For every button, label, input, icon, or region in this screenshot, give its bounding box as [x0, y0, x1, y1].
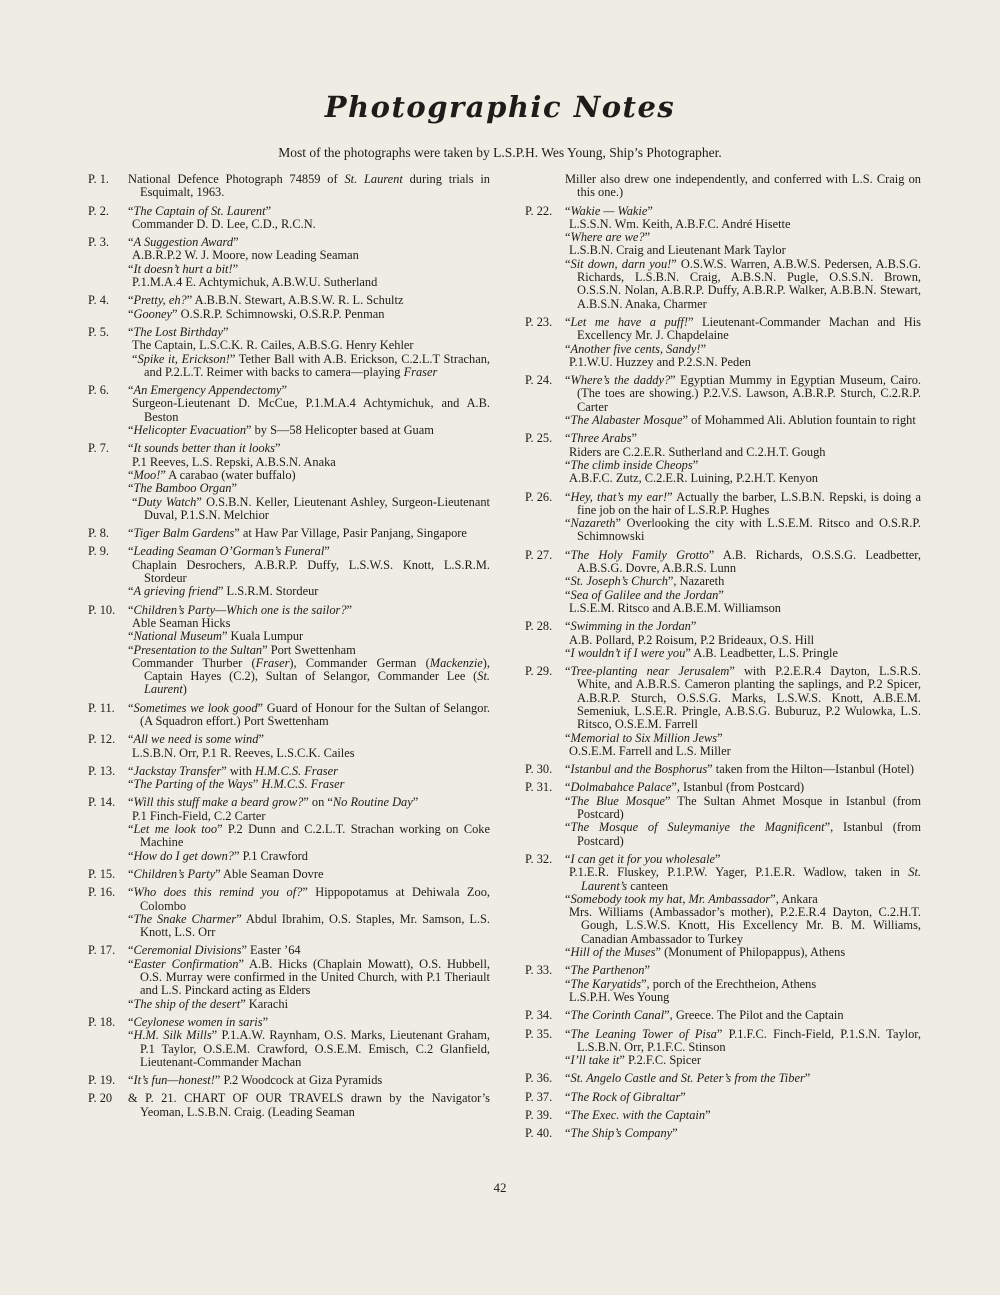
entry-line: Commander Thurber (Fraser), Commander German (Mackenzie), Captain Hayes (C.2), Sultan of Selangor, Commander Lee (St. Laurent) [132, 655, 490, 697]
entry-line: “Presentation to the Sultan” Port Swettenham [128, 642, 356, 657]
entry-line: A.B.F.C. Zutz, C.2.E.R. Luining, P.2.H.T. Kenyon [569, 471, 819, 486]
entry-line: “A Suggestion Award” [128, 235, 239, 250]
entry-body [565, 549, 921, 615]
entry-body [128, 1016, 490, 1069]
entry-number: P. 5. [88, 324, 110, 339]
entry-body [128, 604, 490, 697]
entry-line: “Wakie — Wakie” [565, 203, 653, 218]
entry-number: P. 18. [88, 1014, 116, 1029]
photo-note-entry [525, 964, 921, 1004]
photo-note-entry [88, 1092, 490, 1119]
entry-line: L.S.B.N. Craig and Lieutenant Mark Taylor [569, 243, 786, 258]
entry-line: “Who does this remind you of?” Hippopotamus at Dehiwala Zoo, Colombo [128, 885, 490, 913]
entry-line: “Tree-planting near Jerusalem” with P.2.E.R.4 Dayton, L.S.R.S. White, and A.B.R.S. Cameron planting the saplings, and P.2 Spicer, A.B.R.P. Sturch, O.S.S.G. Marks, L.S.W.S. Knott, A.B.E.M. Semeniuk, L.S.E.R. Pringle, A.B.S.G. Buburuz, P.2 Wulowka, L.S. Ritsco, O.S.E.M. Farrell [565, 664, 921, 732]
entry-body [128, 545, 490, 598]
photo-note-entry [88, 545, 490, 598]
entry-body [128, 702, 490, 729]
entry-number: P. 24. [525, 373, 553, 388]
photo-note-entry [525, 1009, 921, 1022]
entry-body [128, 173, 490, 200]
entry-body [565, 665, 921, 758]
entry-body [128, 527, 490, 540]
entry-line: Surgeon-Lieutenant D. McCue, P.1.M.A.4 Achtymichuk, and A.B. Beston [132, 396, 490, 424]
photo-note-entry [525, 1072, 921, 1085]
photo-note-entry [88, 868, 490, 881]
photo-note-entry [525, 374, 921, 427]
entry-number: P. 35. [525, 1026, 553, 1041]
photo-note-entry [88, 442, 490, 522]
entry-line: “Duty Watch” O.S.B.N. Keller, Lieutenant Ashley, Surgeon-Lieutenant Duval, P.1.S.N. Melchior [132, 494, 490, 522]
entry-number: P. 12. [88, 732, 116, 747]
entry-line: L.S.S.N. Wm. Keith, A.B.F.C. André Hisette [569, 216, 791, 231]
entry-body [128, 384, 490, 437]
entry-number: P. 32. [525, 851, 553, 866]
entry-body [128, 236, 490, 289]
entry-line: P.1.E.R. Fluskey, P.1.P.W. Yager, P.1.E.R. Wadlow, taken in St. Laurent’s canteen [569, 865, 921, 893]
entry-number: P. 33. [525, 963, 553, 978]
entry-body [565, 1127, 921, 1140]
entry-body [128, 868, 490, 881]
entry-line: “I can get it for you wholesale” [565, 851, 721, 866]
intro-text: Most of the photographs were taken by L.S.P.H. Wes Young, Ship’s Photographer. [278, 145, 722, 160]
entry-line: “The Ship’s Company” [565, 1126, 678, 1141]
entry-number: P. 9. [88, 544, 110, 559]
photo-note-entry [525, 1109, 921, 1122]
left-column [88, 173, 490, 1124]
photo-note-entry [88, 294, 490, 321]
entry-line: “An Emergency Appendectomy” [128, 383, 287, 398]
entry-line: “H.M. Silk Mills” P.1.A.W. Raynham, O.S. Marks, Lieutenant Graham, P.1 Taylor, O.S.E.M. Crawford, O.S.E.M. Emisch, C.2 Glanfield, Lieutenant-Commander Machan [128, 1028, 491, 1069]
entry-line: “Three Arabs” [565, 431, 637, 446]
photo-note-entry [88, 205, 490, 232]
entry-line: “Where are we?” [565, 230, 651, 245]
entry-line: “I’ll take it” P.2.F.C. Spicer [565, 1053, 701, 1068]
photo-note-entry [525, 620, 921, 660]
entry-line: “Another five cents, Sandy!” [565, 341, 707, 356]
entry-line: “Sea of Galilee and the Jordan” [565, 587, 724, 602]
entry-number: P. 23. [525, 314, 553, 329]
photo-note-entry [88, 702, 490, 729]
entry-body [128, 294, 490, 321]
photo-note-entry [525, 205, 921, 311]
continuation-text: Miller also drew one independently, and conferred with L.S. Craig on this one.) [565, 172, 921, 200]
entry-number: P. 20 [88, 1091, 113, 1106]
photo-note-entry [88, 796, 490, 862]
entry-line: “Leading Seaman O’Gorman’s Funeral” [128, 544, 330, 559]
entry-number: P. 34. [525, 1008, 553, 1023]
entry-line: “The Leaning Tower of Pisa” P.1.F.C. Finch-Field, P.1.S.N. Taylor, L.S.B.N. Orr, P.1.F.C. Stinson [565, 1026, 921, 1054]
entry-body [565, 1072, 921, 1085]
entry-number: P. 14. [88, 795, 116, 810]
entry-line: “Let me look too” P.2 Dunn and C.2.L.T. Strachan working on Coke Machine [128, 822, 490, 850]
photo-note-entry [88, 326, 490, 379]
entry-line: “The Parthenon” [565, 963, 650, 978]
entry-line: P.1 Finch-Field, C.2 Carter [132, 808, 266, 823]
entry-body [128, 205, 490, 232]
right-column [525, 173, 921, 1146]
entry-line: “How do I get down?” P.1 Crawford [128, 848, 308, 863]
entry-number: P. 39. [525, 1108, 553, 1122]
photo-note-entry [88, 886, 490, 939]
entry-line: “Nazareth” Overlooking the city with L.S.E.M. Ritsco and O.S.R.P. Schimnowski [565, 516, 921, 544]
entry-number: P. 1. [88, 172, 110, 186]
entry-body [565, 1028, 921, 1068]
entry-line: “It sounds better than it looks” [128, 441, 281, 456]
entry-line: A.B. Pollard, P.2 Roisum, P.2 Brideaux, O.S. Hill [569, 632, 815, 647]
entry-body [565, 620, 921, 660]
entry-line: “St. Joseph’s Church”, Nazareth [565, 574, 725, 589]
entry-line: “Spike it, Erickson!” Tether Ball with A.B. Erickson, C.2.L.T Strachan, and P.2.L.T. Reimer with backs to camera—playing Fraser [132, 351, 490, 379]
entry-line: Riders are C.2.E.R. Sutherland and C.2.H.T. Gough [569, 444, 826, 459]
entry-line: “Ceremonial Divisions” Easter ’64 [128, 943, 301, 958]
entry-body [128, 442, 490, 522]
entry-line: “The Rock of Gibraltar” [565, 1089, 686, 1104]
entry-body [128, 326, 490, 379]
entry-line: “Moo!” A carabao (water buffalo) [128, 467, 296, 482]
photo-note-entry [88, 1016, 490, 1069]
entry-line: “The ship of the desert” Karachi [128, 996, 289, 1011]
entry-number: P. 30. [525, 762, 553, 777]
photo-note-entry [88, 765, 490, 792]
photo-note-entry [88, 604, 490, 697]
photo-note-entry [525, 1127, 921, 1140]
entry-line: “Pretty, eh?” A.B.B.N. Stewart, A.B.S.W. R. L. Schultz [128, 293, 404, 308]
entry-number: P. 7. [88, 441, 110, 456]
entry-line: “The Lost Birthday” [128, 324, 229, 339]
entry-line: “Gooney” O.S.R.P. Schimnowski, O.S.R.P. Penman [128, 306, 385, 321]
entry-line: “The Alabaster Mosque” of Mohammed Ali. Ablution fountain to right [565, 413, 916, 428]
photo-note-entry [525, 781, 921, 847]
photo-note-entry [525, 763, 921, 776]
entry-line: “The Snake Charmer” Abdul Ibrahim, O.S. Staples, Mr. Samson, L.S. Knott, L.S. Orr [128, 911, 490, 940]
entry-line: “Swimming in the Jordan” [565, 619, 697, 634]
entry-line: “I wouldn’t if I were you” A.B. Leadbetter, L.S. Pringle [565, 645, 838, 660]
entry-number: P. 6. [88, 383, 110, 398]
entry-line: “Children’s Party—Which one is the sailor?” [128, 602, 353, 617]
entry-line: Chaplain Desrochers, A.B.R.P. Duffy, L.S.W.S. Knott, L.S.R.M. Stordeur [132, 557, 490, 586]
photo-note-entry [525, 665, 921, 758]
entry-number: P. 8. [88, 526, 110, 541]
entry-line: National Defence Photograph 74859 of St. Laurent during trials in Esquimalt, 1963. [128, 172, 490, 200]
entry-body [565, 964, 921, 1004]
entry-line: L.S.B.N. Orr, P.1 R. Reeves, L.S.C.K. Cailes [132, 745, 355, 760]
entry-number: P. 11. [88, 700, 115, 715]
entry-body [128, 733, 490, 760]
entry-number: P. 16. [88, 885, 116, 900]
entry-number: P. 36. [525, 1071, 553, 1086]
entry-line: Mrs. Williams (Ambassador’s mother), P.2.E.R.4 Dayton, C.2.H.T. Gough, L.S.W.S. Knott, His Excellency Mr. B. M. Williams, Canadian Ambassador to Turkey [569, 905, 921, 946]
entry-line: “The Corinth Canal”, Greece. The Pilot and the Captain [565, 1008, 844, 1023]
entry-line: & P. 21. CHART OF OUR TRAVELS drawn by the Navigator’s Yeoman, L.S.B.N. Craig. (Leading Seaman [128, 1091, 490, 1119]
page-title: Photographic Notes [324, 90, 676, 124]
entry-line: “It’s fun—honest!” P.2 Woodcock at Giza Pyramids [128, 1073, 383, 1088]
entry-number: P. 29. [525, 664, 553, 679]
entry-number: P. 10. [88, 602, 116, 617]
entry-line: L.S.P.H. Wes Young [569, 989, 670, 1004]
photo-note-entry [88, 384, 490, 437]
entry-line: “Ceylonese women in saris” [128, 1014, 269, 1029]
entry-line: “A grieving friend” L.S.R.M. Stordeur [128, 584, 319, 599]
entry-line: “Hill of the Muses” (Monument of Philopappus), Athens [565, 945, 846, 960]
entry-line: “Easter Confirmation” A.B. Hicks (Chaplain Mowatt), O.S. Hubbell, O.S. Murray were confirmed in the United Church, with P.1 Theriault and L.S. Pinckard acting as Elders [128, 956, 491, 998]
entry-body [565, 763, 921, 776]
entry-number: P. 37. [525, 1089, 553, 1104]
photo-note-entry [88, 173, 490, 200]
entry-line: “The Parting of the Ways” H.M.C.S. Fraser [128, 777, 345, 792]
photo-note-entry [525, 316, 921, 369]
entry-line: Commander D. D. Lee, C.D., R.C.N. [132, 216, 316, 231]
entry-body [565, 1109, 921, 1122]
entry-number: P. 28. [525, 619, 553, 634]
entry-body [565, 205, 921, 311]
entry-line: “The Bamboo Organ” [128, 481, 237, 496]
entry-line: “All we need is some wind” [128, 732, 264, 747]
entry-body [128, 1092, 490, 1119]
entry-body [128, 944, 490, 1010]
entry-line: “Children’s Party” Able Seaman Dovre [128, 866, 324, 881]
entry-line: “Sit down, darn you!” O.S.W.S. Warren, A.B.W.S. Pedersen, A.B.S.G. Richards, L.S.B.N. Craig, A.B.S.N. Pugle, O.S.S.N. Brown, O.S.S.N. Nolan, A.B.R.P. Duffy, A.B.R.P. Walker, A.B.B.N. Stewart, A.B.S.N. Anaka, Charmer [565, 256, 922, 311]
entry-line: The Captain, L.S.C.K. R. Cailes, A.B.S.G. Henry Kehler [132, 338, 414, 353]
photo-note-entry [525, 1028, 921, 1068]
entry-line: “The Captain of St. Laurent” [128, 203, 272, 218]
entry-body [565, 491, 921, 544]
entry-number: P. 17. [88, 943, 116, 958]
photo-note-entry [525, 853, 921, 959]
entry-line: “Where’s the daddy?” Egyptian Mummy in Egyptian Museum, Cairo. (The toes are showing.) P.2.V.S. Lawson, A.B.R.P. Sturch, C.2.R.P. Carter [565, 373, 922, 414]
entry-body [565, 1009, 921, 1022]
entry-line: “The climb inside Cheops” [565, 457, 699, 472]
entry-number: P. 22. [525, 203, 553, 218]
entry-number: P. 2. [88, 203, 110, 218]
photo-note-entry [88, 527, 490, 540]
entry-number: P. 3. [88, 235, 110, 250]
entry-line: “National Museum” Kuala Lumpur [128, 629, 304, 644]
entry-number: P. 19. [88, 1073, 116, 1088]
entry-number: P. 13. [88, 763, 116, 778]
entry-number: P. 25. [525, 431, 553, 446]
entry-line: P.1.M.A.4 E. Achtymichuk, A.B.W.U. Sutherland [132, 275, 378, 290]
photo-note-entry [525, 549, 921, 615]
entry-body [565, 853, 921, 959]
continuation-entry [525, 173, 921, 200]
entry-number: P. 4. [88, 293, 110, 308]
photo-note-entry [88, 236, 490, 289]
entry-line: P.1 Reeves, L.S. Repski, A.B.S.N. Anaka [132, 454, 336, 469]
entry-line: “Let me have a puff!” Lieutenant-Commander Machan and His Excellency Mr. J. Chapdelaine [565, 314, 921, 343]
entry-body [565, 1091, 921, 1104]
photo-note-entry [88, 733, 490, 760]
entry-body [565, 432, 921, 485]
page-number: 42 [493, 1180, 507, 1195]
entry-line: “The Holy Family Grotto” A.B. Richards, O.S.S.G. Leadbetter, A.B.S.G. Dovre, A.B.R.S. Lunn [565, 547, 921, 576]
entry-number: P. 27. [525, 547, 553, 562]
entry-line: “Memorial to Six Million Jews” [565, 730, 723, 745]
entry-number: P. 31. [525, 780, 553, 795]
entry-body [565, 374, 921, 427]
entry-line: “The Mosque of Suleymaniye the Magnificent”, Istanbul (from Postcard) [565, 820, 921, 848]
photo-note-entry [525, 1091, 921, 1104]
entry-line: Able Seaman Hicks [132, 615, 231, 630]
entry-line: A.B.R.P.2 W. J. Moore, now Leading Seaman [132, 248, 359, 263]
entry-line: “Tiger Balm Gardens” at Haw Par Village, Pasir Panjang, Singapore [128, 526, 467, 541]
entry-line: “Will this stuff make a beard grow?” on “No Routine Day” [128, 795, 419, 810]
photo-note-entry [525, 432, 921, 485]
entry-line: P.1.W.U. Huzzey and P.2.S.N. Peden [569, 354, 751, 369]
entry-line: “The Blue Mosque” The Sultan Ahmet Mosque in Istanbul (from Postcard) [565, 793, 921, 822]
entry-line: “Jackstay Transfer” with H.M.C.S. Fraser [128, 763, 338, 778]
entry-body [128, 765, 490, 792]
entry-line: “Helicopter Evacuation” by S—58 Helicopter based at Guam [128, 423, 434, 438]
entry-line: “St. Angelo Castle and St. Peter’s from the Tiber” [565, 1071, 811, 1086]
entry-line: “Hey, that’s my ear!” Actually the barber, L.S.B.N. Repski, is doing a fine job on the hair of L.S.R.P. Hughes [565, 489, 921, 517]
entry-line: O.S.E.M. Farrell and L.S. Miller [569, 743, 731, 758]
entry-line: “It doesn’t hurt a bit!” [128, 261, 239, 276]
entry-body [128, 796, 490, 862]
entry-line: “The Karyatids”, porch of the Erechtheion, Athens [565, 976, 817, 991]
entry-body [565, 781, 921, 847]
entry-line: “Istanbul and the Bosphorus” taken from the Hilton—Istanbul (Hotel) [565, 762, 914, 777]
entry-number: P. 26. [525, 489, 553, 504]
entry-body [128, 886, 490, 939]
entry-body [565, 316, 921, 369]
photo-note-entry [88, 944, 490, 1010]
photo-note-entry [88, 1074, 490, 1087]
entry-line: “Somebody took my hat, Mr. Ambassador”, Ankara [565, 891, 818, 906]
photo-note-entry [525, 491, 921, 544]
entry-line: L.S.E.M. Ritsco and A.B.E.M. Williamson [569, 600, 781, 615]
entry-line: “The Exec. with the Captain” [565, 1108, 711, 1122]
entry-line: “Dolmabahce Palace”, Istanbul (from Postcard) [565, 780, 805, 795]
entry-number: P. 15. [88, 866, 116, 881]
right-entries [525, 205, 921, 1141]
entry-body [128, 1074, 490, 1087]
entry-line: “Sometimes we look good” Guard of Honour for the Sultan of Selangor. (A Squadron effort.) Port Swettenham [128, 700, 490, 728]
entry-number: P. 40. [525, 1126, 553, 1141]
